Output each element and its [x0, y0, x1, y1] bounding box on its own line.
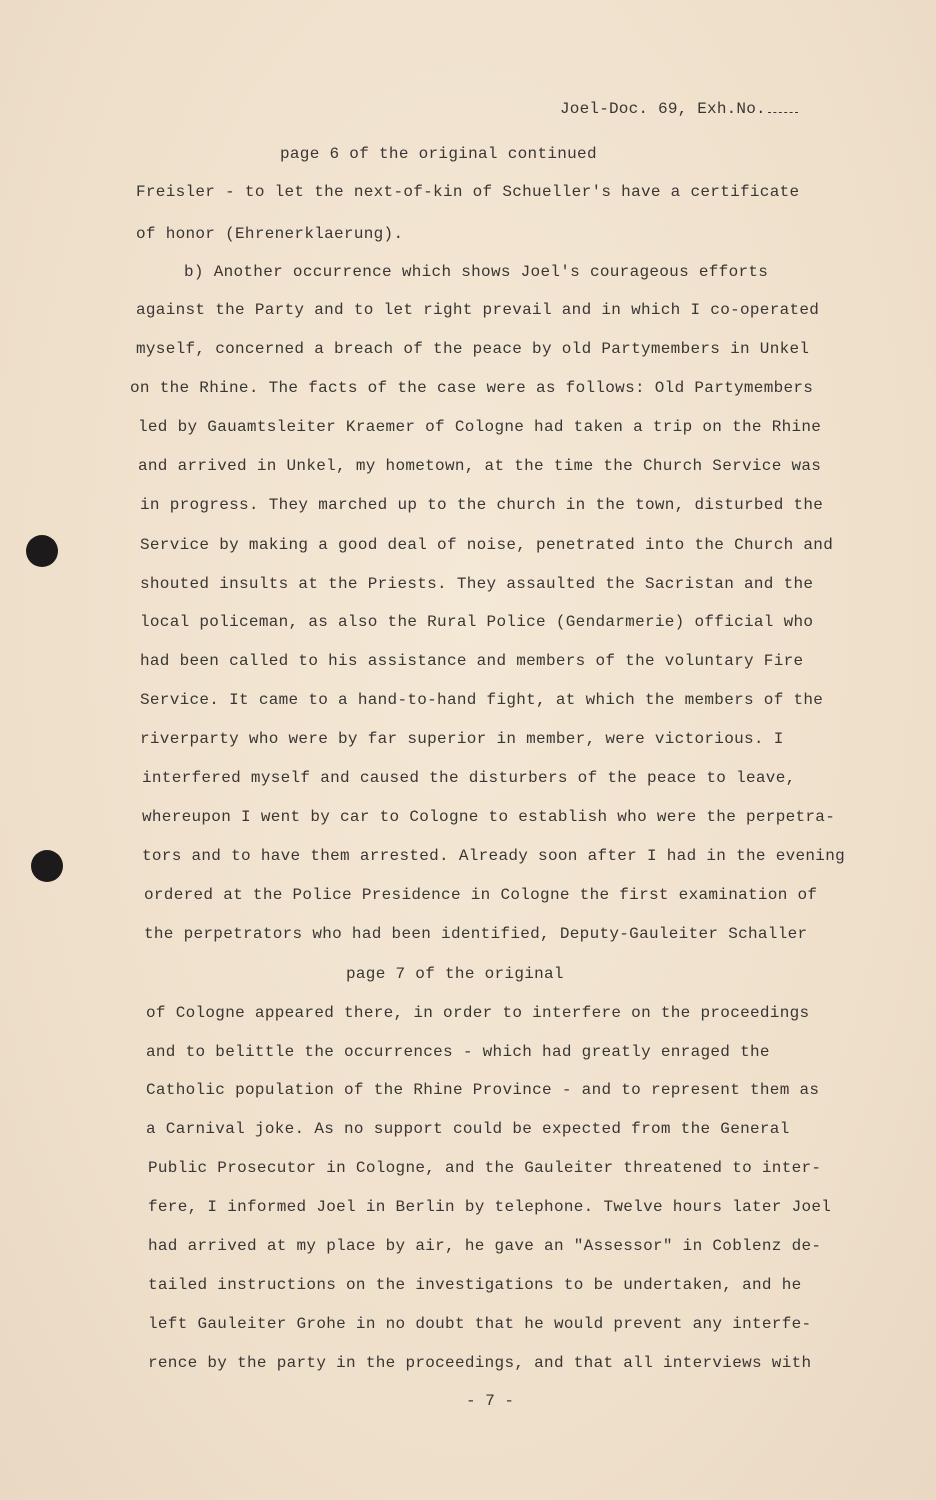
text-line: left Gauleiter Grohe in no doubt that he would prevent any interfe- — [148, 1315, 812, 1333]
punch-hole-lower — [31, 850, 63, 882]
text-line: Service. It came to a hand-to-hand fight, at which the members of the — [140, 691, 824, 709]
document-reference-text: Joel-Doc. 69, Exh.No. — [560, 100, 766, 118]
text-line: shouted insults at the Priests. They assaulted the Sacristan and the — [140, 575, 814, 593]
text-line: a Carnival joke. As no support could be expected from the General — [146, 1120, 790, 1138]
text-line: ordered at the Police Presidence in Cologne the first examination of — [144, 886, 818, 904]
text-line: Freisler - to let the next-of-kin of Schueller's have a certificate — [136, 183, 800, 201]
text-line: fere, I informed Joel in Berlin by telephone. Twelve hours later Joel — [148, 1198, 832, 1216]
text-line: tailed instructions on the investigations to be undertaken, and he — [148, 1276, 802, 1294]
text-line: had been called to his assistance and members of the voluntary Fire — [140, 652, 804, 670]
exhibit-number-blank — [768, 100, 798, 113]
text-line: the perpetrators who had been identified, Deputy-Gauleiter Schaller — [144, 925, 808, 943]
text-line: on the Rhine. The facts of the case were as follows: Old Partymembers — [130, 379, 814, 397]
text-line: and to belittle the occurrences - which had greatly enraged the — [146, 1043, 770, 1061]
text-line: myself, concerned a breach of the peace by old Partymembers in Unkel — [136, 340, 810, 358]
text-line: Catholic population of the Rhine Province - and to represent them as — [146, 1081, 820, 1099]
page-heading-continued: page 6 of the original continued — [280, 145, 597, 163]
document-reference — [560, 100, 798, 118]
text-line: riverparty who were by far superior in member, were victorious. I — [140, 730, 784, 748]
text-line: rence by the party in the proceedings, and that all interviews with — [148, 1354, 812, 1372]
text-line: of Cologne appeared there, in order to interfere on the proceedings — [146, 1004, 810, 1022]
text-line: interfered myself and caused the disturbers of the peace to leave, — [142, 769, 796, 787]
text-line: Service by making a good deal of noise, penetrated into the Church and — [140, 536, 834, 554]
text-line: in progress. They marched up to the church in the town, disturbed the — [140, 496, 824, 514]
text-line: had arrived at my place by air, he gave an "Assessor" in Coblenz de- — [148, 1237, 822, 1255]
text-line: and arrived in Unkel, my hometown, at the time the Church Service was — [138, 457, 822, 475]
text-line: b) Another occurrence which shows Joel's courageous efforts — [184, 263, 769, 281]
text-line: Public Prosecutor in Cologne, and the Gauleiter threatened to inter- — [148, 1159, 822, 1177]
text-line: tors and to have them arrested. Already soon after I had in the evening — [142, 847, 846, 865]
text-line: led by Gauamtsleiter Kraemer of Cologne had taken a trip on the Rhine — [138, 418, 822, 436]
text-line: local policeman, as also the Rural Police (Gendarmerie) official who — [140, 613, 814, 631]
text-line: whereupon I went by car to Cologne to establish who were the perpetra- — [142, 808, 836, 826]
text-line: against the Party and to let right prevail and in which I co-operated — [136, 301, 820, 319]
page-number: - 7 - — [466, 1392, 515, 1410]
punch-hole-upper — [26, 535, 58, 567]
text-line: of honor (Ehrenerklaerung). — [136, 225, 404, 243]
page-heading-page-7: page 7 of the original — [346, 965, 564, 983]
